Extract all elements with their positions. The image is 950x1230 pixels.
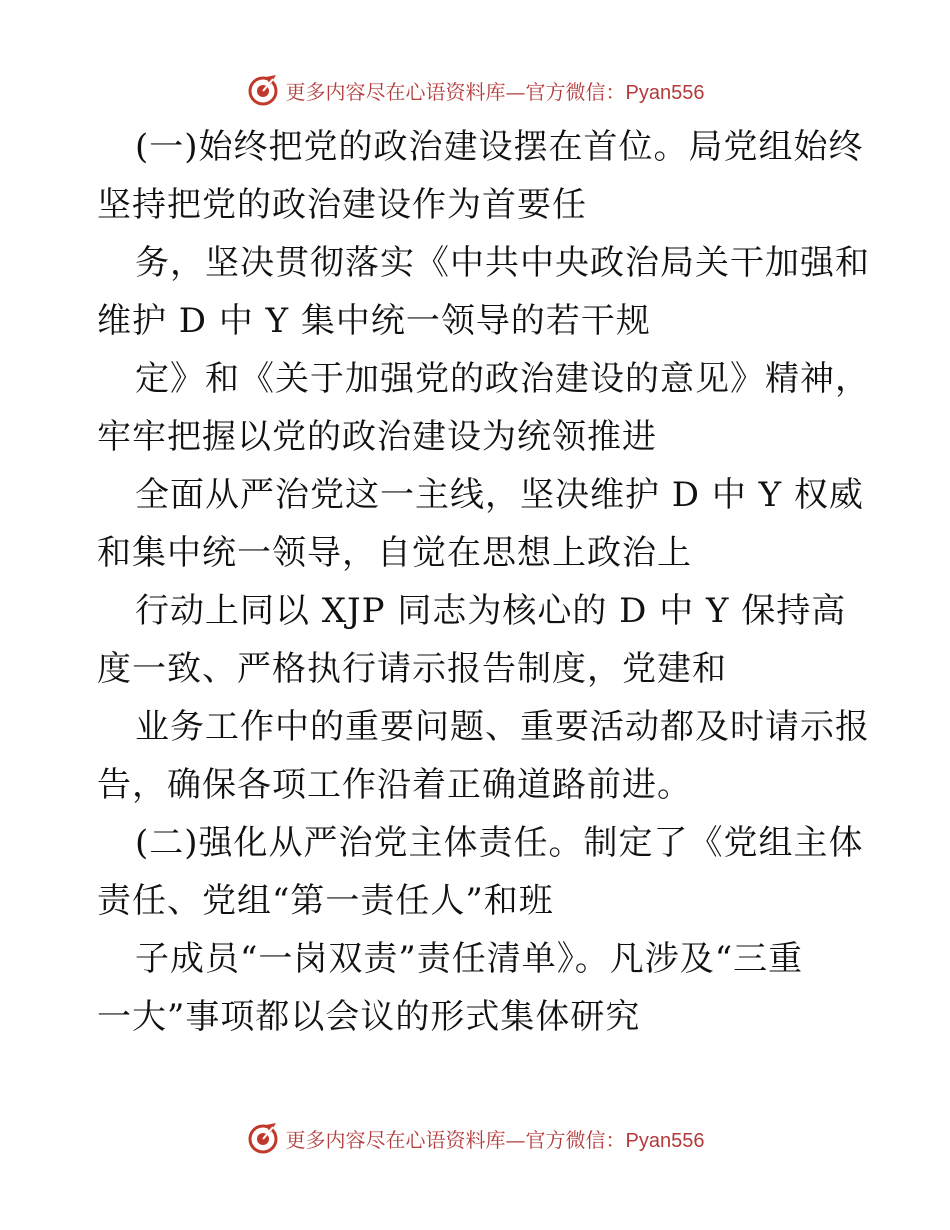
text-line: 维护 D 中 Y 集中统一领导的若干规 xyxy=(97,301,651,341)
text-line: 行动上同以 XJP 同志为核心的 D 中 Y 保持高 xyxy=(135,591,847,631)
document-body xyxy=(97,118,870,1046)
text-line: (一)始终把党的政治建设摆在首位。局党组始终 xyxy=(135,127,864,167)
text-line: 业务工作中的重要问题、重要活动都及时请示报 xyxy=(135,707,870,747)
header-watermark xyxy=(0,70,950,110)
text-line: 责任、党组“第一责任人”和班 xyxy=(97,881,554,921)
text-line: (二)强化从严治党主体责任。制定了《党组主体 xyxy=(135,823,864,863)
watermark-text: 更多内容尽在心语资料库—官方微信：Pyan556 xyxy=(285,79,705,104)
footer-watermark xyxy=(0,1118,950,1158)
text-line: 全面从严治党这一主线，坚决维护 D 中 Y 权威 xyxy=(135,475,864,515)
text-line: 务，坚决贯彻落实《中共中央政治局关干加强和 xyxy=(135,243,870,283)
watermark-wechat-id: Pyan556 xyxy=(625,1129,705,1152)
text-line: 定》和《关于加强党的政治建设的意见》精神， xyxy=(135,359,870,399)
text-line: 和集中统一领导，自觉在思想上政治上 xyxy=(97,533,692,573)
watermark-text: 更多内容尽在心语资料库—官方微信：Pyan556 xyxy=(285,1127,705,1152)
text-line: 子成员“一岗双责”责任清单》。凡涉及“三重 xyxy=(135,939,804,979)
watermark-wechat-id: Pyan556 xyxy=(625,81,705,104)
pen-logo-icon xyxy=(246,1121,280,1155)
text-line: 告，确保各项工作沿着正确道路前进。 xyxy=(97,765,692,805)
text-line: 度一致、严格执行请示报告制度，党建和 xyxy=(97,649,727,689)
text-line: 一大”事项都以会议的形式集体研究 xyxy=(97,997,641,1037)
pen-logo-icon xyxy=(246,73,280,107)
text-line: 牢牢把握以党的政治建设为统领推进 xyxy=(97,417,657,457)
text-line: 坚持把党的政治建设作为首要任 xyxy=(97,185,587,225)
